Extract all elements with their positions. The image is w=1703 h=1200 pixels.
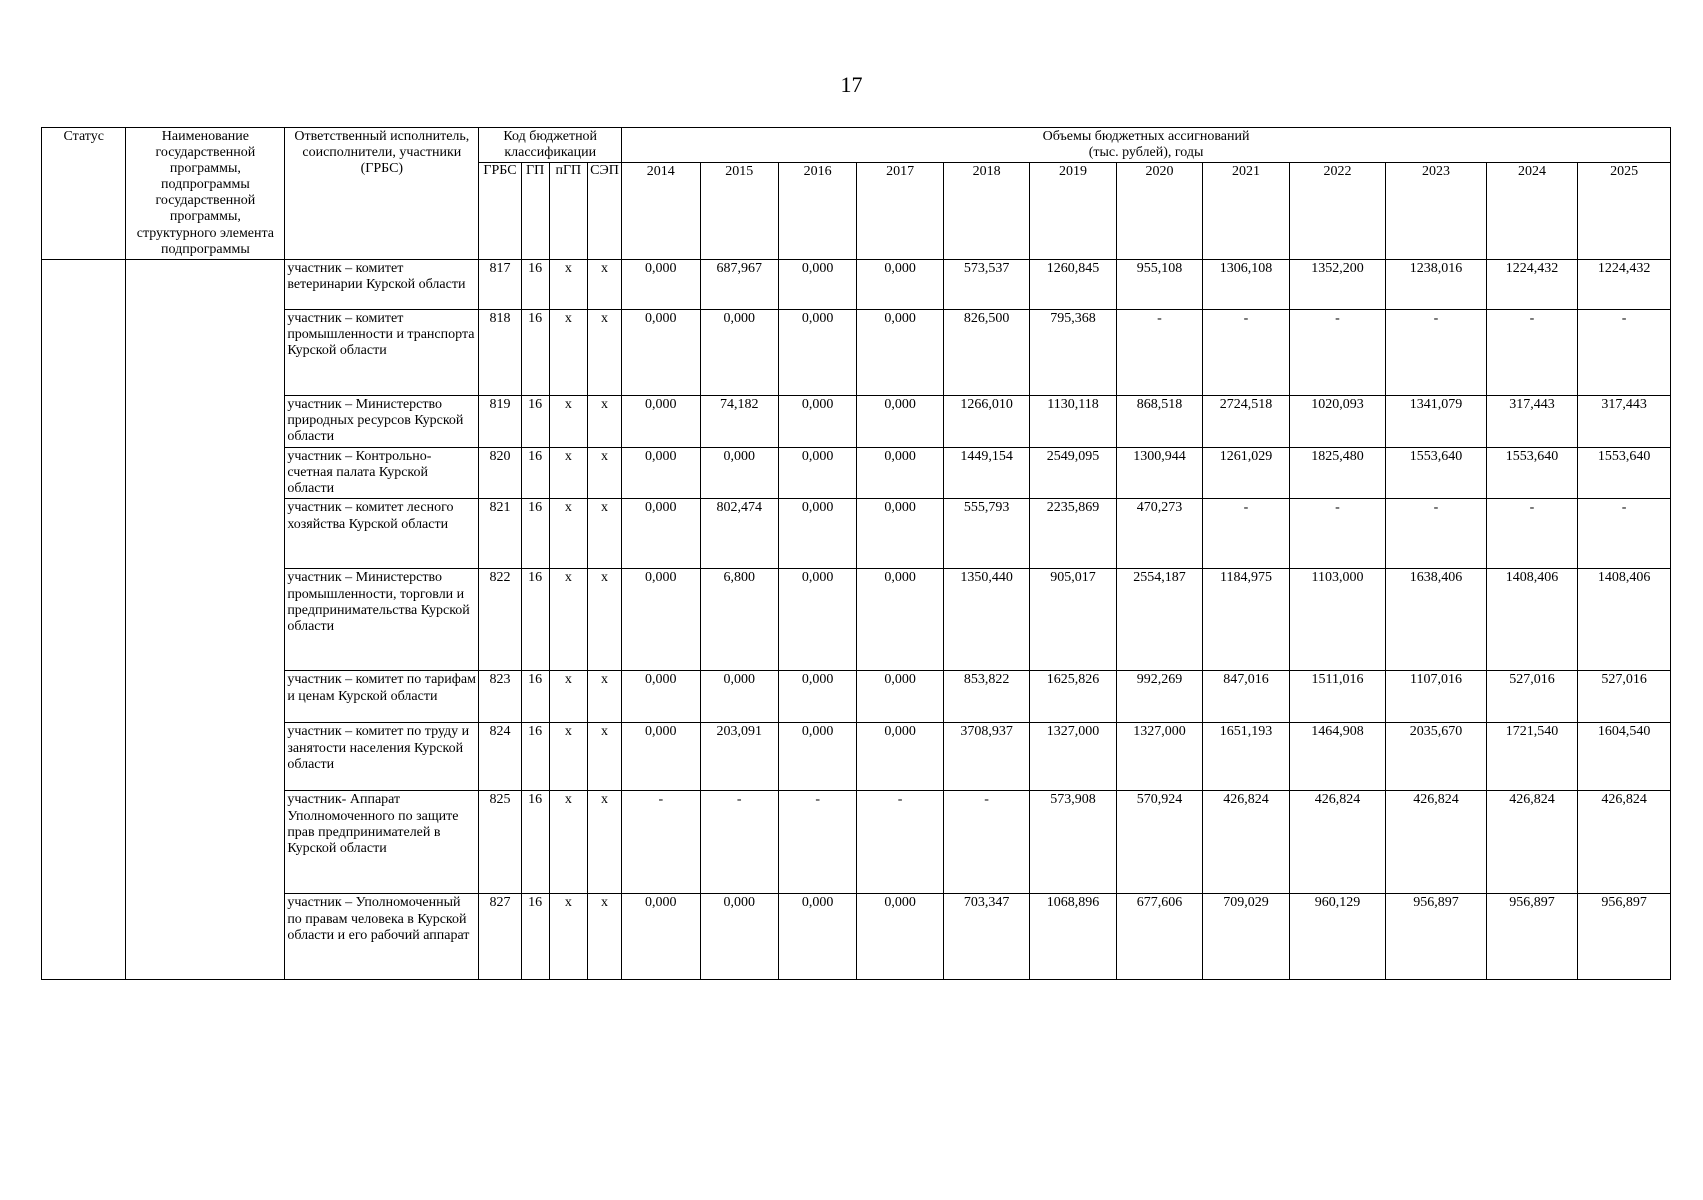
value-cell-2014: 0,000 bbox=[622, 499, 700, 569]
value-cell-2018: - bbox=[943, 791, 1029, 894]
value-cell-2015: 802,474 bbox=[700, 499, 778, 569]
value-cell-2023: 956,897 bbox=[1386, 894, 1487, 980]
value-cell-2017: 0,000 bbox=[857, 894, 943, 980]
value-cell-2023: 1107,016 bbox=[1386, 671, 1487, 723]
value-cell-2015: 203,091 bbox=[700, 723, 778, 791]
value-cell-2019: 905,017 bbox=[1030, 569, 1116, 671]
value-cell-2016: - bbox=[778, 791, 856, 894]
header-year-2021: 2021 bbox=[1203, 163, 1289, 260]
value-cell-2025: 1408,406 bbox=[1578, 569, 1671, 671]
value-cell-2016: 0,000 bbox=[778, 310, 856, 396]
value-cell-2021: 1651,193 bbox=[1203, 723, 1289, 791]
value-cell-2016: 0,000 bbox=[778, 448, 856, 499]
code-pgp-cell: х bbox=[549, 894, 587, 980]
value-cell-2015: - bbox=[700, 791, 778, 894]
value-cell-2022: - bbox=[1289, 499, 1386, 569]
value-cell-2024: - bbox=[1486, 499, 1577, 569]
executor-cell: участник – Министерство природных ресурсов Курской области bbox=[285, 396, 479, 448]
value-cell-2019: 1130,118 bbox=[1030, 396, 1116, 448]
table-row bbox=[42, 723, 1671, 791]
executor-cell: участник – комитет лесного хозяйства Курской области bbox=[285, 499, 479, 569]
value-cell-2014: 0,000 bbox=[622, 723, 700, 791]
value-cell-2015: 6,800 bbox=[700, 569, 778, 671]
value-cell-2018: 1350,440 bbox=[943, 569, 1029, 671]
value-cell-2021: 426,824 bbox=[1203, 791, 1289, 894]
value-cell-2024: 1224,432 bbox=[1486, 260, 1577, 310]
code-grbs-cell: 817 bbox=[479, 260, 521, 310]
value-cell-2025: 527,016 bbox=[1578, 671, 1671, 723]
executor-cell: участник – комитет по тарифам и ценам Курской области bbox=[285, 671, 479, 723]
header-volumes bbox=[622, 128, 1671, 163]
executor-cell: участник – Уполномоченный по правам человека в Курской области и его рабочий аппарат bbox=[285, 894, 479, 980]
value-cell-2022: 1511,016 bbox=[1289, 671, 1386, 723]
value-cell-2018: 573,537 bbox=[943, 260, 1029, 310]
value-cell-2020: 470,273 bbox=[1116, 499, 1202, 569]
value-cell-2014: 0,000 bbox=[622, 396, 700, 448]
code-gp-cell: 16 bbox=[521, 448, 549, 499]
code-grbs-cell: 819 bbox=[479, 396, 521, 448]
header-code-3: СЭП bbox=[587, 163, 621, 260]
value-cell-2023: - bbox=[1386, 499, 1487, 569]
table-row bbox=[42, 396, 1671, 448]
value-cell-2017: - bbox=[857, 791, 943, 894]
value-cell-2020: 955,108 bbox=[1116, 260, 1202, 310]
value-cell-2022: 1464,908 bbox=[1289, 723, 1386, 791]
code-pgp-cell: х bbox=[549, 260, 587, 310]
value-cell-2021: 709,029 bbox=[1203, 894, 1289, 980]
code-gp-cell: 16 bbox=[521, 671, 549, 723]
value-cell-2020: 1300,944 bbox=[1116, 448, 1202, 499]
code-sep-cell: х bbox=[587, 310, 621, 396]
value-cell-2020: 1327,000 bbox=[1116, 723, 1202, 791]
value-cell-2022: 426,824 bbox=[1289, 791, 1386, 894]
header-year-2025: 2025 bbox=[1578, 163, 1671, 260]
value-cell-2020: 2554,187 bbox=[1116, 569, 1202, 671]
value-cell-2015: 0,000 bbox=[700, 671, 778, 723]
value-cell-2024: 1553,640 bbox=[1486, 448, 1577, 499]
value-cell-2025: 1224,432 bbox=[1578, 260, 1671, 310]
code-gp-cell: 16 bbox=[521, 894, 549, 980]
value-cell-2023: 1553,640 bbox=[1386, 448, 1487, 499]
value-cell-2017: 0,000 bbox=[857, 569, 943, 671]
value-cell-2018: 555,793 bbox=[943, 499, 1029, 569]
value-cell-2022: - bbox=[1289, 310, 1386, 396]
value-cell-2022: 1825,480 bbox=[1289, 448, 1386, 499]
code-gp-cell: 16 bbox=[521, 499, 549, 569]
value-cell-2022: 1103,000 bbox=[1289, 569, 1386, 671]
value-cell-2019: 2235,869 bbox=[1030, 499, 1116, 569]
header-year-2016: 2016 bbox=[778, 163, 856, 260]
value-cell-2019: 2549,095 bbox=[1030, 448, 1116, 499]
value-cell-2021: 2724,518 bbox=[1203, 396, 1289, 448]
executor-cell: участник – комитет промышленности и транспорта Курской области bbox=[285, 310, 479, 396]
code-gp-cell: 16 bbox=[521, 396, 549, 448]
value-cell-2021: - bbox=[1203, 310, 1289, 396]
table-row bbox=[42, 499, 1671, 569]
value-cell-2023: 1238,016 bbox=[1386, 260, 1487, 310]
code-pgp-cell: х bbox=[549, 569, 587, 671]
code-grbs-cell: 821 bbox=[479, 499, 521, 569]
program-name-cell bbox=[126, 260, 285, 980]
value-cell-2024: 317,443 bbox=[1486, 396, 1577, 448]
value-cell-2015: 74,182 bbox=[700, 396, 778, 448]
code-pgp-cell: х bbox=[549, 310, 587, 396]
value-cell-2021: 1184,975 bbox=[1203, 569, 1289, 671]
value-cell-2016: 0,000 bbox=[778, 894, 856, 980]
value-cell-2020: 677,606 bbox=[1116, 894, 1202, 980]
table-row bbox=[42, 569, 1671, 671]
code-pgp-cell: х bbox=[549, 671, 587, 723]
value-cell-2025: - bbox=[1578, 310, 1671, 396]
value-cell-2016: 0,000 bbox=[778, 396, 856, 448]
header-year-2023: 2023 bbox=[1386, 163, 1487, 260]
value-cell-2016: 0,000 bbox=[778, 671, 856, 723]
value-cell-2018: 3708,937 bbox=[943, 723, 1029, 791]
value-cell-2024: 956,897 bbox=[1486, 894, 1577, 980]
code-pgp-cell: х bbox=[549, 723, 587, 791]
value-cell-2024: 1408,406 bbox=[1486, 569, 1577, 671]
code-sep-cell: х bbox=[587, 396, 621, 448]
value-cell-2025: 426,824 bbox=[1578, 791, 1671, 894]
value-cell-2021: 1306,108 bbox=[1203, 260, 1289, 310]
value-cell-2024: 527,016 bbox=[1486, 671, 1577, 723]
value-cell-2019: 1327,000 bbox=[1030, 723, 1116, 791]
value-cell-2014: 0,000 bbox=[622, 894, 700, 980]
code-gp-cell: 16 bbox=[521, 260, 549, 310]
code-sep-cell: х bbox=[587, 791, 621, 894]
value-cell-2014: 0,000 bbox=[622, 671, 700, 723]
value-cell-2020: 868,518 bbox=[1116, 396, 1202, 448]
value-cell-2021: - bbox=[1203, 499, 1289, 569]
value-cell-2018: 703,347 bbox=[943, 894, 1029, 980]
code-grbs-cell: 820 bbox=[479, 448, 521, 499]
code-grbs-cell: 823 bbox=[479, 671, 521, 723]
value-cell-2025: 1553,640 bbox=[1578, 448, 1671, 499]
value-cell-2018: 1449,154 bbox=[943, 448, 1029, 499]
header-year-2018: 2018 bbox=[943, 163, 1029, 260]
value-cell-2014: 0,000 bbox=[622, 310, 700, 396]
value-cell-2017: 0,000 bbox=[857, 723, 943, 791]
value-cell-2017: 0,000 bbox=[857, 499, 943, 569]
value-cell-2017: 0,000 bbox=[857, 396, 943, 448]
code-grbs-cell: 822 bbox=[479, 569, 521, 671]
value-cell-2023: 2035,670 bbox=[1386, 723, 1487, 791]
value-cell-2018: 1266,010 bbox=[943, 396, 1029, 448]
header-year-2024: 2024 bbox=[1486, 163, 1577, 260]
value-cell-2015: 687,967 bbox=[700, 260, 778, 310]
value-cell-2014: - bbox=[622, 791, 700, 894]
header-code-1: ГП bbox=[521, 163, 549, 260]
header-executor: Ответственный исполнитель, соисполнители, участники (ГРБС) bbox=[285, 128, 479, 260]
executor-cell: участник – Контрольно-счетная палата Курской области bbox=[285, 448, 479, 499]
table-row bbox=[42, 260, 1671, 310]
value-cell-2015: 0,000 bbox=[700, 448, 778, 499]
value-cell-2022: 1352,200 bbox=[1289, 260, 1386, 310]
value-cell-2025: 317,443 bbox=[1578, 396, 1671, 448]
value-cell-2023: - bbox=[1386, 310, 1487, 396]
code-sep-cell: х bbox=[587, 671, 621, 723]
executor-cell: участник – комитет по труду и занятости населения Курской области bbox=[285, 723, 479, 791]
value-cell-2017: 0,000 bbox=[857, 310, 943, 396]
value-cell-2014: 0,000 bbox=[622, 569, 700, 671]
code-sep-cell: х bbox=[587, 723, 621, 791]
code-pgp-cell: х bbox=[549, 791, 587, 894]
value-cell-2025: - bbox=[1578, 499, 1671, 569]
header-volumes-title: Объемы бюджетных ассигнований bbox=[1042, 129, 1250, 144]
page-number: 17 bbox=[840, 72, 863, 97]
code-grbs-cell: 825 bbox=[479, 791, 521, 894]
code-grbs-cell: 824 bbox=[479, 723, 521, 791]
value-cell-2017: 0,000 bbox=[857, 671, 943, 723]
executor-cell: участник- Аппарат Уполномоченного по защите прав предпринимателей в Курской области bbox=[285, 791, 479, 894]
code-pgp-cell: х bbox=[549, 448, 587, 499]
code-pgp-cell: х bbox=[549, 396, 587, 448]
value-cell-2019: 795,368 bbox=[1030, 310, 1116, 396]
code-sep-cell: х bbox=[587, 499, 621, 569]
header-year-2015: 2015 bbox=[700, 163, 778, 260]
code-gp-cell: 16 bbox=[521, 310, 549, 396]
value-cell-2015: 0,000 bbox=[700, 310, 778, 396]
header-year-2020: 2020 bbox=[1116, 163, 1202, 260]
code-sep-cell: х bbox=[587, 894, 621, 980]
code-gp-cell: 16 bbox=[521, 723, 549, 791]
value-cell-2019: 1068,896 bbox=[1030, 894, 1116, 980]
table-row bbox=[42, 894, 1671, 980]
value-cell-2016: 0,000 bbox=[778, 260, 856, 310]
value-cell-2021: 847,016 bbox=[1203, 671, 1289, 723]
value-cell-2024: - bbox=[1486, 310, 1577, 396]
value-cell-2019: 573,908 bbox=[1030, 791, 1116, 894]
table-row bbox=[42, 310, 1671, 396]
header-budget-code: Код бюджетной классификации bbox=[479, 128, 622, 163]
value-cell-2022: 960,129 bbox=[1289, 894, 1386, 980]
code-sep-cell: х bbox=[587, 260, 621, 310]
code-grbs-cell: 818 bbox=[479, 310, 521, 396]
code-sep-cell: х bbox=[587, 569, 621, 671]
value-cell-2025: 1604,540 bbox=[1578, 723, 1671, 791]
header-year-2014: 2014 bbox=[622, 163, 700, 260]
code-sep-cell: х bbox=[587, 448, 621, 499]
table-row bbox=[42, 448, 1671, 499]
value-cell-2016: 0,000 bbox=[778, 723, 856, 791]
table-row bbox=[42, 671, 1671, 723]
value-cell-2023: 1341,079 bbox=[1386, 396, 1487, 448]
value-cell-2017: 0,000 bbox=[857, 448, 943, 499]
value-cell-2020: 570,924 bbox=[1116, 791, 1202, 894]
value-cell-2023: 426,824 bbox=[1386, 791, 1487, 894]
value-cell-2024: 426,824 bbox=[1486, 791, 1577, 894]
value-cell-2022: 1020,093 bbox=[1289, 396, 1386, 448]
header-year-2017: 2017 bbox=[857, 163, 943, 260]
value-cell-2024: 1721,540 bbox=[1486, 723, 1577, 791]
value-cell-2020: 992,269 bbox=[1116, 671, 1202, 723]
header-volumes-unit: (тыс. рублей), годы bbox=[1088, 145, 1204, 161]
value-cell-2023: 1638,406 bbox=[1386, 569, 1487, 671]
value-cell-2018: 826,500 bbox=[943, 310, 1029, 396]
header-year-2019: 2019 bbox=[1030, 163, 1116, 260]
value-cell-2019: 1260,845 bbox=[1030, 260, 1116, 310]
value-cell-2019: 1625,826 bbox=[1030, 671, 1116, 723]
header-year-2022: 2022 bbox=[1289, 163, 1386, 260]
value-cell-2016: 0,000 bbox=[778, 499, 856, 569]
value-cell-2016: 0,000 bbox=[778, 569, 856, 671]
header-code-2: пГП bbox=[549, 163, 587, 260]
table-row bbox=[42, 791, 1671, 894]
value-cell-2021: 1261,029 bbox=[1203, 448, 1289, 499]
budget-allocation-table bbox=[41, 127, 1671, 980]
code-grbs-cell: 827 bbox=[479, 894, 521, 980]
status-cell bbox=[42, 260, 126, 980]
value-cell-2017: 0,000 bbox=[857, 260, 943, 310]
header-program-name: Наименование государственной программы, подпрограммы государственной программы, структурного элемента подпрограммы bbox=[126, 128, 285, 260]
code-pgp-cell: х bbox=[549, 499, 587, 569]
value-cell-2014: 0,000 bbox=[622, 260, 700, 310]
value-cell-2014: 0,000 bbox=[622, 448, 700, 499]
executor-cell: участник – Министерство промышленности, торговли и предпринимательства Курской области bbox=[285, 569, 479, 671]
header-code-0: ГРБС bbox=[479, 163, 521, 260]
header-status: Статус bbox=[42, 128, 126, 260]
code-gp-cell: 16 bbox=[521, 569, 549, 671]
value-cell-2025: 956,897 bbox=[1578, 894, 1671, 980]
value-cell-2015: 0,000 bbox=[700, 894, 778, 980]
code-gp-cell: 16 bbox=[521, 791, 549, 894]
executor-cell: участник – комитет ветеринарии Курской области bbox=[285, 260, 479, 310]
value-cell-2018: 853,822 bbox=[943, 671, 1029, 723]
value-cell-2020: - bbox=[1116, 310, 1202, 396]
